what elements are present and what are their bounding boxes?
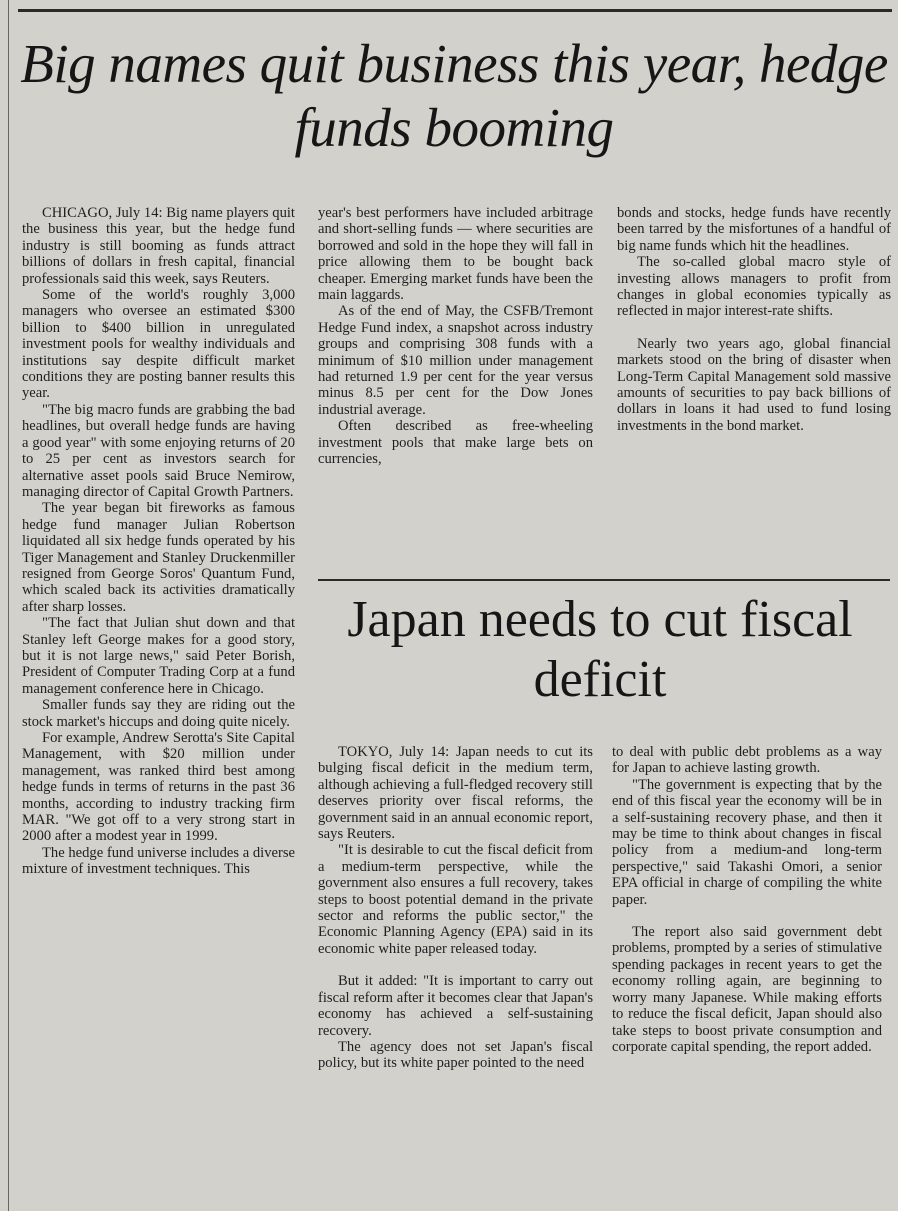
- paragraph: CHICAGO, July 14: Big name players quit the business this year, but the hedge fund industry is still booming as funds attract billions of dollars in fresh capital, financial professionals said this week, says Reuters.: [22, 205, 295, 287]
- article1-column-3: [617, 205, 891, 434]
- headline-japan-deficit: Japan needs to cut fiscal deficit: [347, 591, 853, 708]
- paragraph: "The big macro funds are grabbing the bad headlines, but overall hedge funds are having a good year" with some enjoying returns of 20 to 25 per cent as investors search for alternative asset pools said Bruce Nemirow, managing director of Capital Growth Partners.: [22, 401, 295, 500]
- article1-column-2: [318, 205, 593, 468]
- paragraph: year's best performers have included arbitrage and short-selling funds — where securities are borrowed and sold in the hope they will fall in price allowing them to be bought back cheaper. Emerging market funds have been the main laggards.: [318, 205, 593, 304]
- paragraph: The hedge fund universe includes a diverse mixture of investment techniques. This: [22, 844, 295, 878]
- paragraph: TOKYO, July 14: Japan needs to cut its bulging fiscal deficit in the medium term, although achieving a full-fledged recovery still deserves priority over fiscal reforms, the government said in an annual economic report, says Reuters.: [318, 744, 593, 843]
- section-divider-rule: [318, 579, 890, 581]
- headline-hedge-funds: Big names quit business this year, hedge funds booming: [20, 33, 888, 158]
- paragraph: bonds and stocks, hedge funds have recently been tarred by the misfortunes of a handful of big name funds which hit the headlines.: [617, 205, 891, 254]
- top-rule: [18, 9, 892, 12]
- article1-column-1: [22, 205, 295, 878]
- paragraph: The agency does not set Japan's fiscal policy, but its white paper pointed to the need: [318, 1038, 593, 1072]
- paragraph: The year began bit fireworks as famous hedge fund manager Julian Robertson liquidated all six hedge funds operated by his Tiger Management and Stanley Druckenmiller resigned from George Soros' Quantum Fund, which scaled back its activities dramatically after sharp losses.: [22, 500, 295, 615]
- paragraph: "It is desirable to cut the fiscal deficit from a medium-term perspective, while the government also ensures a full recovery, takes steps to boost potential demand in the private sector and reforms the public sector," the Economic Planning Agency (EPA) said in its economic white paper released today.: [318, 842, 593, 957]
- paragraph: But it added: "It is important to carry out fiscal reform after it becomes clear that Japan's economy has achieved a self-sustaining recovery.: [318, 973, 593, 1039]
- article2-column-1: [318, 744, 593, 1072]
- paragraph: Some of the world's roughly 3,000 managers who oversee an estimated $300 billion to $400 billion in unregulated investment pools for wealthy individuals and institutions say despite difficult market conditions they are posting banner results this year.: [22, 287, 295, 402]
- paragraph: For example, Andrew Serotta's Site Capital Management, with $20 million under management, was ranked third best among hedge funds in terms of returns in the past 36 months, according to industry tracking firm MAR. "We got off to a very strong start in 2000 after a modest year in 1999.: [22, 730, 295, 845]
- paragraph: The report also said government debt problems, prompted by a series of stimulative spending packages in recent years to get the economy rolling again, are beginning to worry many Japanese. While making efforts to reduce the fiscal deficit, Japan should also take steps to boost private consumption and corporate capital spending, the report added.: [612, 924, 882, 1055]
- paragraph: "The fact that Julian shut down and that Stanley left George makes for a good story, but it is not large news," said Peter Borish, President of Computer Trading Corp at a fund management conference here in Chicago.: [22, 615, 295, 697]
- left-margin-rule: [8, 0, 9, 1211]
- paragraph: As of the end of May, the CSFB/Tremont Hedge Fund index, a snapshot across industry groups and comprising 308 funds with a minimum of $10 million under management had returned 1.9 per cent for the year versus minus 8.5 per cent for the Dow Jones industrial average.: [318, 303, 593, 418]
- paragraph: "The government is expecting that by the end of this fiscal year the economy will be in a self-sustaining recovery phase, and then it may be time to think about changes in fiscal policy from a medium-and long-term perspective," said Takashi Omori, a senior EPA official in charge of compiling the white paper.: [612, 776, 882, 908]
- paragraph: to deal with public debt problems as a way for Japan to achieve lasting growth.: [612, 744, 882, 777]
- paragraph: Smaller funds say they are riding out the stock market's hiccups and doing quite nicely.: [22, 697, 295, 730]
- article2-column-2: [612, 744, 882, 1055]
- paragraph: Nearly two years ago, global financial markets stood on the bring of disaster when Long-Term Capital Management sold massive amounts of securities to pay back billions of dollars in loans it had used to fund losing investments in the bond market.: [617, 335, 891, 434]
- paragraph: The so-called global macro style of investing allows managers to profit from changes in global economies typically as reflected in major interest-rate shifts.: [617, 254, 891, 320]
- paragraph: Often described as free-wheeling investment pools that make large bets on currencies,: [318, 418, 593, 468]
